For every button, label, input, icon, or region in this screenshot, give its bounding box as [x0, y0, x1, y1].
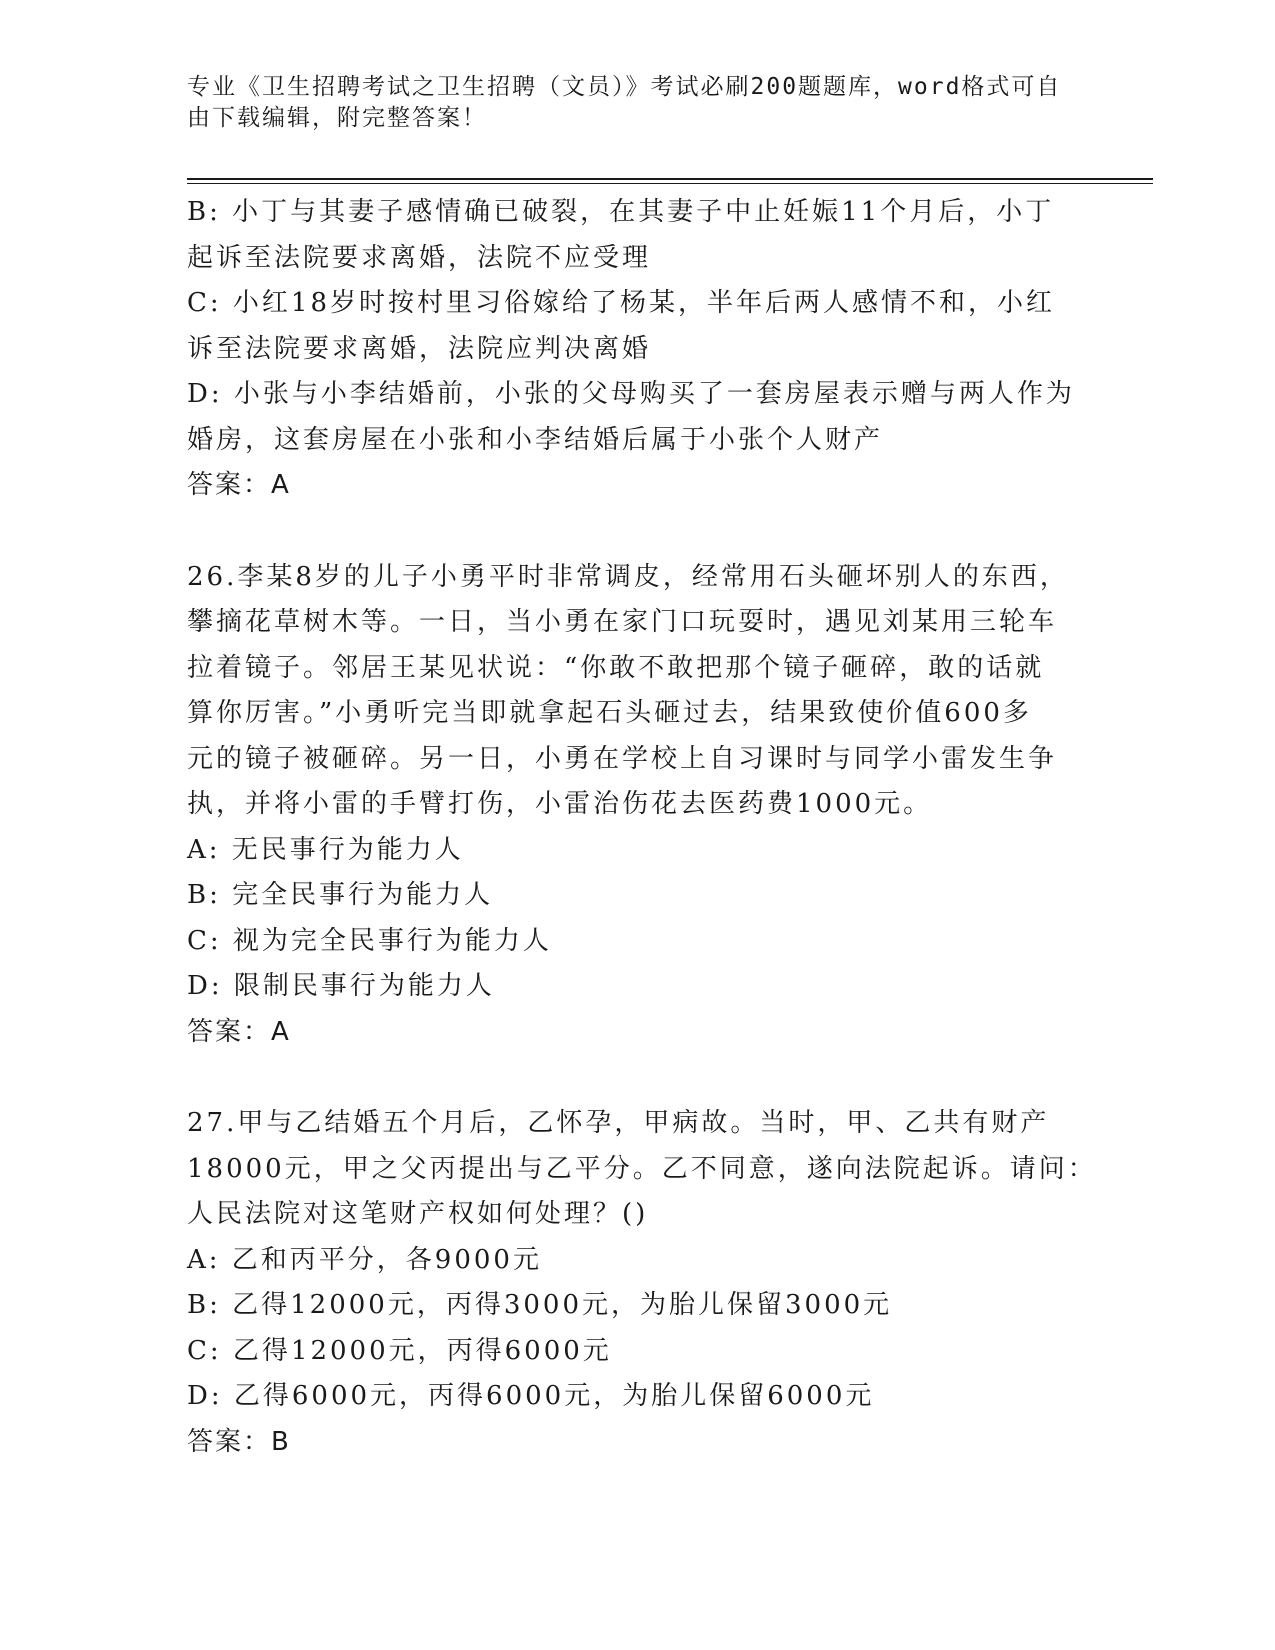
q26-stem-line-3: 拉着镜子。邻居王某见状说：“你敢不敢把那个镜子砸碎，敢的话就: [187, 652, 1045, 683]
q26-option-a: A: 无民事行为能力人: [187, 834, 464, 865]
q27-option-c: C: 乙得12000元，丙得6000元: [187, 1335, 612, 1366]
document-header: [187, 72, 1067, 134]
q27-stem-line-2: 18000元，甲之父丙提出与乙平分。乙不同意，遂向法院起诉。请问：: [187, 1153, 1097, 1184]
header-divider-thin: [187, 183, 1153, 184]
question-spacer: [187, 1055, 1067, 1101]
q27-option-a: A: 乙和丙平分，各9000元: [187, 1244, 542, 1275]
question-25: [187, 190, 1075, 509]
q25-option-c-line-1: C: 小红18岁时按村里习俗嫁给了杨某，半年后两人感情不和，小红: [187, 288, 1056, 318]
q27-option-d: D: 乙得6000元，丙得6000元，为胎儿保留6000元: [187, 1381, 875, 1411]
q26-stem-line-1: 26.李某8岁的儿子小勇平时非常调皮，经常用石头砸坏别人的东西，: [187, 561, 1069, 592]
q25-option-d-line-1: D: 小张与小李结婚前，小张的父母购买了一套房屋表示赠与两人作为: [187, 379, 1075, 409]
q27-stem-line-3: 人民法院对这笔财产权如何处理？(): [187, 1199, 649, 1229]
question-spacer: [187, 509, 1067, 555]
q26-answer: 答案：A: [187, 1016, 291, 1047]
q27-answer: 答案：B: [187, 1426, 291, 1457]
q25-option-c-line-2: 诉至法院要求离婚，法院应判决离婚: [187, 333, 652, 364]
q26-stem-line-2: 攀摘花草树木等。一日，当小勇在家门口玩耍时，遇见刘某用三轮车: [187, 607, 1058, 637]
q25-answer: 答案：A: [187, 470, 291, 500]
q25-option-d-line-2: 婚房，这套房屋在小张和小李结婚后属于小张个人财产: [187, 424, 884, 455]
q26-stem-line-6: 执，并将小雷的手臂打伤，小雷治伤花去医药费1000元。: [187, 789, 933, 819]
q25-option-b-line-1: B: 小丁与其妻子感情确已破裂，在其妻子中止妊娠11个月后，小丁: [187, 197, 1055, 227]
q25-option-b-line-2: 起诉至法院要求离婚，法院不应受理: [187, 242, 652, 273]
question-27: [187, 1101, 1097, 1465]
q26-option-d: D: 限制民事行为能力人: [187, 971, 495, 1001]
q26-stem-line-4: 算你厉害。”小勇听完当即就拿起石头砸过去，结果致使价值600多: [187, 698, 1032, 728]
question-26: [187, 555, 1067, 1056]
header-line-1: 专业《卫生招聘考试之卫生招聘（文员）》考试必刷200题题库，word格式可自: [187, 74, 1062, 100]
q26-stem-line-5: 元的镜子被砸碎。另一日，小勇在学校上自习课时与同学小雷发生争: [187, 743, 1058, 774]
q27-stem-line-1: 27.甲与乙结婚五个月后，乙怀孕，甲病故。当时，甲、乙共有财产: [187, 1108, 1050, 1138]
header-divider-thick: [187, 178, 1153, 180]
document-body: [187, 190, 1097, 1465]
q26-option-b: B: 完全民事行为能力人: [187, 880, 494, 910]
header-line-2: 由下载编辑，附完整答案！: [187, 105, 487, 131]
q27-option-b: B: 乙得12000元，丙得3000元，为胎儿保留3000元: [187, 1290, 893, 1320]
q26-option-c: C: 视为完全民事行为能力人: [187, 925, 552, 956]
